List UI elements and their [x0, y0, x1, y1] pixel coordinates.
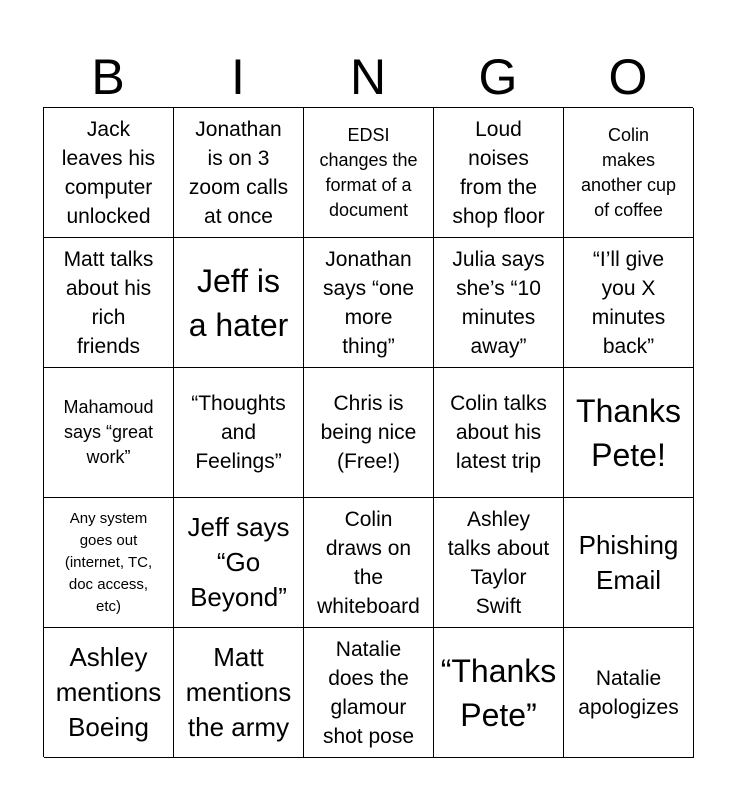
bingo-cell-r2c5[interactable]: “I’ll give you X minutes back”: [564, 238, 694, 368]
bingo-cell-r1c3[interactable]: EDSI changes the format of a document: [304, 108, 434, 238]
bingo-cell-r3c3[interactable]: Chris is being nice (Free!): [304, 368, 434, 498]
bingo-cell-r1c2[interactable]: Jonathan is on 3 zoom calls at once: [174, 108, 304, 238]
header-letter-i: I: [231, 49, 245, 105]
bingo-cell-r2c2[interactable]: Jeff is a hater: [174, 238, 304, 368]
header-letter-g: G: [478, 49, 518, 105]
bingo-cell-r3c4[interactable]: Colin talks about his latest trip: [434, 368, 564, 498]
bingo-cell-r3c1[interactable]: Mahamoud says “great work”: [44, 368, 174, 498]
bingo-cell-r4c2[interactable]: Jeff says “Go Beyond”: [174, 498, 304, 628]
bingo-cell-r1c5[interactable]: Colin makes another cup of coffee: [564, 108, 694, 238]
bingo-cell-r5c4[interactable]: “Thanks Pete”: [434, 628, 564, 758]
bingo-cell-r3c2[interactable]: “Thoughts and Feelings”: [174, 368, 304, 498]
header-letter-o: O: [608, 49, 648, 105]
bingo-cell-r2c3[interactable]: Jonathan says “one more thing”: [304, 238, 434, 368]
bingo-cell-r5c2[interactable]: Matt mentions the army: [174, 628, 304, 758]
bingo-cell-r5c3[interactable]: Natalie does the glamour shot pose: [304, 628, 434, 758]
bingo-cell-r2c4[interactable]: Julia says she’s “10 minutes away”: [434, 238, 564, 368]
bingo-cell-r1c4[interactable]: Loud noises from the shop floor: [434, 108, 564, 238]
bingo-cell-r4c1[interactable]: Any system goes out (internet, TC, doc access, etc): [44, 498, 174, 628]
header-letter-n: N: [349, 49, 387, 105]
bingo-cell-r5c1[interactable]: Ashley mentions Boeing: [44, 628, 174, 758]
bingo-cell-r2c1[interactable]: Matt talks about his rich friends: [44, 238, 174, 368]
header-letter-b: B: [91, 49, 125, 105]
bingo-cell-r1c1[interactable]: Jack leaves his computer unlocked: [44, 108, 174, 238]
bingo-cell-r4c3[interactable]: Colin draws on the whiteboard: [304, 498, 434, 628]
bingo-cell-r3c5[interactable]: Thanks Pete!: [564, 368, 694, 498]
bingo-cell-r4c4[interactable]: Ashley talks about Taylor Swift: [434, 498, 564, 628]
bingo-grid: [43, 107, 693, 757]
bingo-header: [43, 46, 693, 108]
bingo-cell-r4c5[interactable]: Phishing Email: [564, 498, 694, 628]
bingo-cell-r5c5[interactable]: Natalie apologizes: [564, 628, 694, 758]
